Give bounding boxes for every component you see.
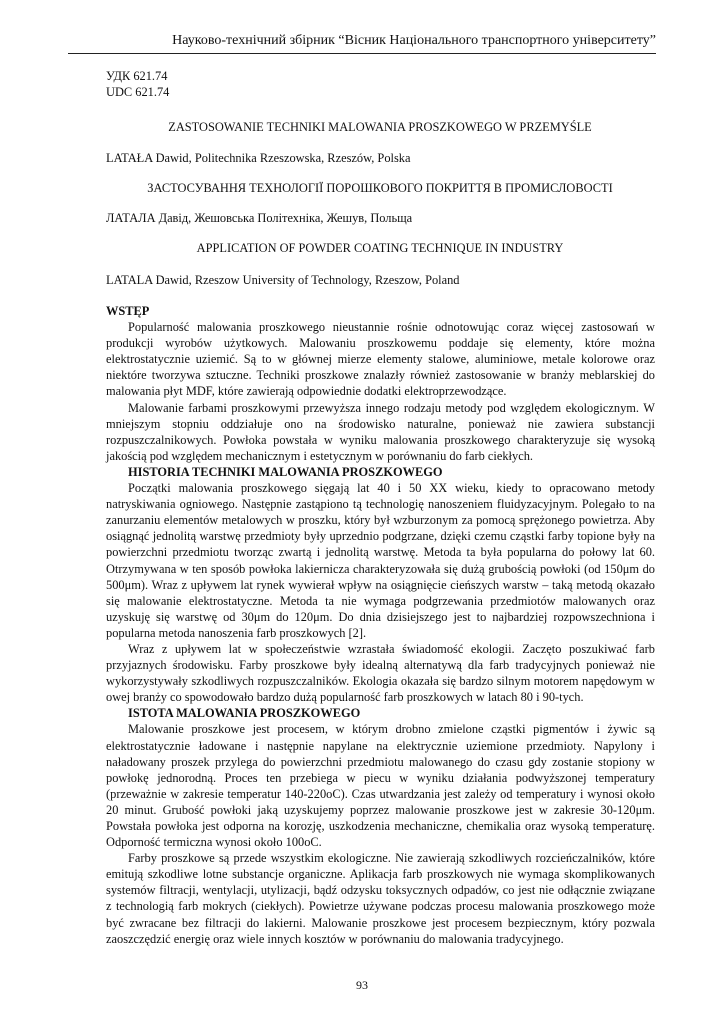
paragraph: Malowanie proszkowe jest procesem, w którym drobno zmielone cząstki pigmentów i żywic są elektrostatycznie ładowane i następnie napylane na elektrycznie uziemione przedmioty. Napylony i naładowany proszek przylega do powierzchni przedmiotu malowanego do czasu gdy zostanie stopiony w powłokę jednorodną. Proces ten przebiega w piecu w wyniku działania podwyższonej temperatury (przeważnie w zakresie temperatur 140-220oC). Czas utwardzania jest zależy od temperatury i wynosi około 20 minut. Grubość powłoki jaką uzyskujemy poprzez malowanie proszkowe jest w zakresie 30-120μm. Powstała powłoka jest odporna na korozję, uszkodzenia mechaniczne, chemikalia oraz wysoką temperaturę. Odporność termiczna wynosi około 100oC. <box>106 722 655 850</box>
author-ukrainian: ЛАТАЛА Давід, Жешовська Політехніка, Жешув, Польща <box>106 211 413 225</box>
article-body <box>106 303 655 947</box>
paragraph: Malowanie farbami proszkowymi przewyższa innego rodzaju metody pod względem ekologicznym. W mniejszym stopniu oddziałuje ono na środowisko naturalne, ponieważ nie zawiera substancji rozpuszczalnikowych. Powłoka powstała w wyniku malowania proszkowego charakteryzuje się wysoką jakością pod względem mechanicznym i estetycznym w porównaniu do farb ciekłych. <box>106 400 655 463</box>
title-polish: ZASTOSOWANIE TECHNIKI MALOWANIA PROSZKOWEGO W PRZEMYŚLE <box>168 120 592 134</box>
page-number: 93 <box>356 978 368 992</box>
header-rule <box>68 53 656 54</box>
udk-line: УДК 621.74 <box>106 69 168 83</box>
paragraph: Popularność malowania proszkowego nieustannie rośnie odnotowując coraz więcej zastosowań w produkcji wyrobów użytkowych. Malowaniu proszkowemu poddaje się elementy, które można elektrostatycznie uziemić. Są to w głównej mierze elementy stalowe, aluminiowe, metale kolorowe oraz niektóre tworzywa sztuczne. Techniki proszkowe znalazły również zastosowanie w branży meblarskiej do malowania płyt MDF, które zawierają odpowiednie dodatki elektroprzewodzące. <box>106 320 655 399</box>
section-heading-history: HISTORIA TECHNIKI MALOWANIA PROSZKOWEGO <box>128 464 443 479</box>
section-heading-intro: WSTĘP <box>106 304 150 318</box>
paragraph: Wraz z upływem lat w społeczeństwie wzrastała świadomość ekologii. Zaczęto poszukiwać farb przyjaznych środowisku. Farby proszkowe były idealną alternatywą dla farb tradycyjnych ponieważ nie wykorzystywały szkodliwych rozpuszczalników. Ekologia okazała się bardzo silnym motorem napędowym w owej branży co spowodowało bardzo dużą popularność farb proszkowych w latach 80 i 90-tych. <box>106 641 655 705</box>
journal-header: Науково-технічний збірник “Вісник Національного транспортного університету” <box>172 33 656 48</box>
title-ukrainian: ЗАСТОСУВАННЯ ТЕХНОЛОГІЇ ПОРОШКОВОГО ПОКРИТТЯ В ПРОМИСЛОВОСТІ <box>147 181 613 195</box>
udk-block <box>106 68 654 100</box>
udc-line: UDC 621.74 <box>106 85 170 99</box>
title-english: APPLICATION OF POWDER COATING TECHNIQUE IN INDUSTRY <box>196 241 564 255</box>
section-heading-essence: ISTOTA MALOWANIA PROSZKOWEGO <box>128 706 361 721</box>
paragraph: Farby proszkowe są przede wszystkim ekologiczne. Nie zawierają szkodliwych rozcieńczalników, które emitują szkodliwe lotne substancje organiczne. Aplikacja farb proszkowych nie wymaga skomplikowanych systemów filtracji, wentylacji, utylizacji, bądź odzysku toksycznych odpadów, co jest nie odłącznie związane z technologią farb mokrych (ciekłych). Powietrze używane podczas procesu malowania proszkowego może być zwracane bez filtracji do lakierni. Malowanie proszkowe jest procesem bezpiecznym, który pozwala zaoszczędzić energię oraz wiele innych kosztów w porównaniu do malowania tradycyjnego. <box>106 851 655 946</box>
author-polish: LATAŁA Dawid, Politechnika Rzeszowska, Rzeszów, Polska <box>106 151 411 165</box>
author-english: LATALA Dawid, Rzeszow University of Technology, Rzeszow, Poland <box>106 273 460 287</box>
paragraph: Początki malowania proszkowego sięgają lat 40 i 50 XX wieku, kiedy to opracowano metody natryskiwania ogniowego. Następnie zastąpiono tą technologię nanoszeniem fluidyzacyjnym. Polegało to na zanurzaniu elementów metalowych w proszku, który był wzburzonym za pomocą sprężonego powietrza. Aby osiągnąć jednolitą warstwę przedmioty były uprzednio podgrzane, dzięki czemu cząstki farby topione były na powierzchni przedmiotu tworząc zwartą i jednolitą warstwę. Metoda ta była popularna do połowy lat 60. Otrzymywana w ten sposób powłoka lakiernicza charakteryzowała się dużą grubością powłoki (od 150μm do 500μm). Wraz z upływem lat rynek wywierał wpływ na osiągnięcie cieńszych warstw – taką metodą okazało się malowanie elektrostatyczne. Metoda ta nie wymaga podgrzewania przedmiotów malowanych oraz uzyskuję się warstwę od 30μm do 120μm. Do dnia dzisiejszego jest to najbardziej rozpowszechniona i popularna metoda nanoszenia farb proszkowych [2]. <box>106 481 655 640</box>
